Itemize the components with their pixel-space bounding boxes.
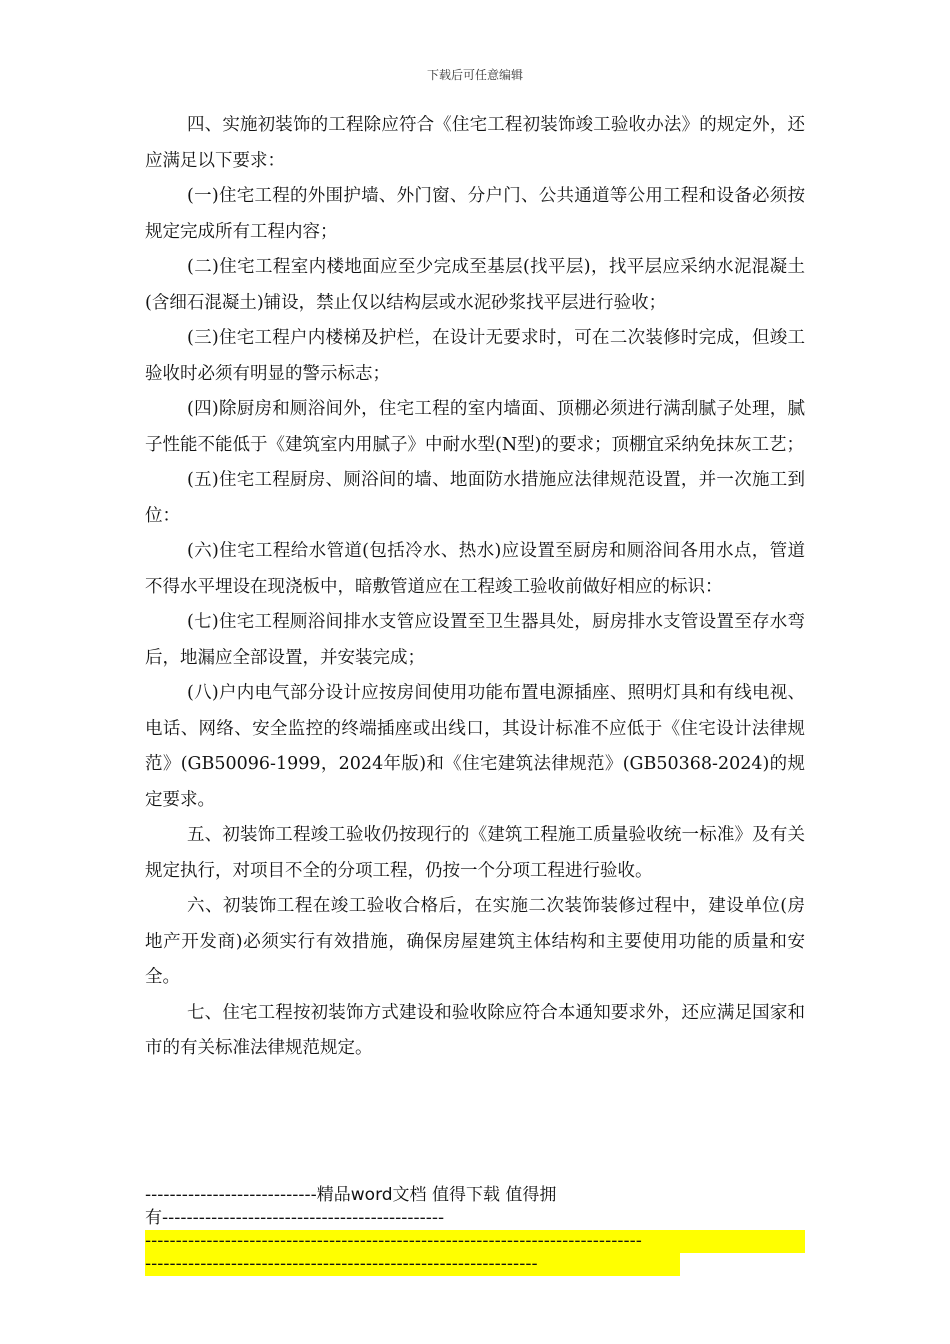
footer-line-4-highlighted: ---------------------------------------------------------------- [145, 1253, 680, 1276]
paragraph-section-4: 四、实施初装饰的工程除应符合《住宅工程初装饰竣工验收办法》的规定外，还应满足以下要求： [145, 115, 805, 171]
paragraph-item-4: (四)除厨房和厕浴间外，住宅工程的室内墙面、顶棚必须进行满刮腻子处理，腻子性能不能低于《建筑室内用腻子》中耐水型(N型)的要求；顶棚宜采纳免抹灰工艺； [145, 399, 805, 455]
document-body [145, 108, 805, 1067]
paragraph-item-5: (五)住宅工程厨房、厕浴间的墙、地面防水措施应法律规范设置，并一次施工到位： [145, 470, 805, 526]
page-header: 下载后可任意编辑 [426, 68, 523, 82]
paragraph-item-6: (六)住宅工程给水管道(包括冷水、热水)应设置至厨房和厕浴间各用水点，管道不得水平埋设在现浇板中，暗敷管道应在工程竣工验收前做好相应的标识： [145, 541, 805, 597]
footer-line-3-highlighted: --------------------------------------------------------------------------------- [145, 1230, 805, 1253]
paragraph-item-7: (七)住宅工程厕浴间排水支管应设置至卫生器具处，厨房排水支管设置至存水弯后，地漏应全部设置，并安装完成； [145, 612, 805, 668]
paragraph-section-6: 六、初装饰工程在竣工验收合格后，在实施二次装饰装修过程中，建设单位(房地产开发商)必须实行有效措施，确保房屋建筑主体结构和主要使用功能的质量和安全。 [145, 896, 805, 987]
paragraph-item-3: (三)住宅工程户内楼梯及护栏，在设计无要求时，可在二次装修时完成，但竣工验收时必须有明显的警示标志； [145, 328, 805, 384]
paragraph-item-8: (八)户内电气部分设计应按房间使用功能布置电源插座、照明灯具和有线电视、电话、网络、安全监控的终端插座或出线口，其设计标准不应低于《住宅设计法律规范》(GB50096-1999，2024年版)和《住宅建筑法律规范》(GB50368-2024)的规定要求。 [145, 683, 805, 810]
promo-footer [145, 1184, 805, 1276]
paragraph-item-1: (一)住宅工程的外围护墙、外门窗、分户门、公共通道等公用工程和设备必须按规定完成所有工程内容； [145, 186, 805, 242]
paragraph-section-7: 七、住宅工程按初装饰方式建设和验收除应符合本通知要求外，还应满足国家和市的有关标准法律规范规定。 [145, 1002, 805, 1058]
footer-line-2: 有---------------------------------------------- [145, 1208, 445, 1228]
paragraph-section-5: 五、初装饰工程竣工验收仍按现行的《建筑工程施工质量验收统一标准》及有关规定执行，对项目不全的分项工程，仍按一个分项工程进行验收。 [145, 825, 805, 881]
paragraph-item-2: (二)住宅工程室内楼地面应至少完成至基层(找平层)，找平层应采纳水泥混凝土(含细石混凝土)铺设，禁止仅以结构层或水泥砂浆找平层进行验收； [145, 257, 805, 313]
footer-line-1: ----------------------------精品word文档 值得下载 值得拥 [145, 1185, 557, 1205]
